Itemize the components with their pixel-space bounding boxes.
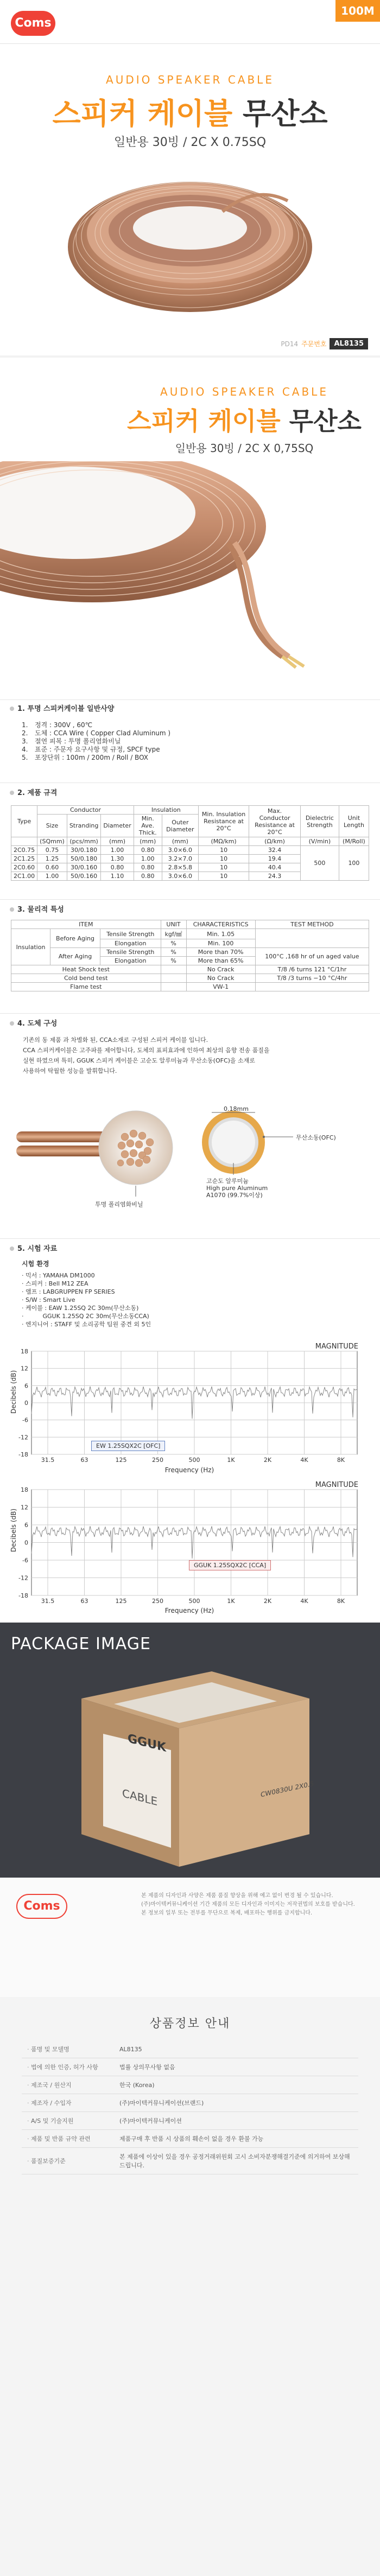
hero2-title-orange: 스피커 케이블 (127, 406, 281, 436)
structure-line: 기존의 동 제품 과 차별화 된, CCA소재로 구성된 스피커 케이블 입니다. (23, 1036, 208, 1044)
hero2-title-dark: 무산소 (289, 406, 362, 436)
hero2-spec: 일반용 30빙 / 2C X 0,75SQ (175, 442, 314, 455)
length-badge: 100M (335, 0, 380, 22)
package-section (0, 1623, 380, 1878)
table-row: · 제품 및 반품 규약 관련 제품구매 후 반품 시 상품의 훼손이 없을 경우 환불 가능 (22, 2130, 358, 2148)
table-row: Elongation % Min. 100 (11, 939, 369, 948)
table-row: 2C0.60 0.60 30/0.160 0.80 0.80 2.8×5.8 10 40.4 (11, 863, 369, 872)
table-row: 2C1.00 1.00 50/0.160 1.10 0.80 3.0×6.0 10 24.3 (11, 872, 369, 881)
section-rule (0, 1013, 380, 1014)
table-row: · 법에 의한 인증, 허가 사항 법률 상의무사항 없음 (22, 2058, 358, 2076)
cable-closeup-image (0, 461, 380, 689)
order-code (281, 338, 368, 349)
table-row: Flame test VW-1 (11, 983, 369, 991)
table-row: Elongation % More than 65% (11, 957, 369, 965)
list-item: · S/W : Smart Live (22, 1296, 151, 1304)
hero2-title (109, 402, 380, 437)
hero-subtitle: AUDIO SPEAKER CABLE (106, 73, 274, 86)
package-panel (0, 1623, 380, 1878)
x-tick-label: 500 (188, 1598, 200, 1605)
y-tick-label: -18 (18, 1592, 28, 1599)
y-tick-label: 18 (21, 1486, 28, 1493)
product-info-title: 상품정보 안내 (149, 2017, 231, 2031)
hero2-section (0, 358, 380, 695)
structure-heading: 4. 도체 구성 (10, 1017, 57, 1028)
section-rule (0, 899, 380, 900)
footer-notes: 본 제품의 디자인과 사양은 제품 품질 향상을 위해 예고 없이 변경 될 수 있습니다. (주)마이텍커뮤니케이션 기간 제품의 모든 디자인과 이미지는 저작권법의 보호를 받습니다. 본 정보의 일부 또는 전부를 무단으로 복제, 배포하는 행위를 금지합니다. (141, 1893, 355, 1916)
list-item: · 케이블 : EAW 1.25SQ 2C 30m(무산소동) (22, 1304, 151, 1312)
x-tick-label: 1K (227, 1598, 235, 1605)
order-code-value: AL8135 (330, 338, 368, 349)
graph-title: MAGNITUDE (315, 1481, 358, 1489)
list-item: · GGUK 1.25SQ 2C 30m(무산소동CCA) (22, 1312, 151, 1320)
table-row: · 제조자 / 수입자 (주)마이텍커뮤니케이션(브랜드) (22, 2094, 358, 2112)
x-tick-label: 2K (263, 1456, 272, 1464)
y-tick-label: 12 (21, 1365, 28, 1372)
graph-ylabel: Decibels (dB) (10, 1508, 17, 1553)
list-item: · 믹서 : YAMAHA DM1000 (22, 1271, 151, 1280)
test-environment (22, 1260, 151, 1328)
y-tick-label: -12 (18, 1574, 28, 1582)
y-tick-label: -6 (22, 1416, 28, 1424)
list-item: 2. 도체 : CCA Wire ( Copper Clad Aluminum ) (22, 729, 171, 737)
characteristics-table: ITEM UNIT CHARACTERISTICS TEST METHOD Insulation Before Aging Tensile Strength kgf/㎟ Min. 1.05 Elongation % Min. 100 After Aging Tensile Strength % More than 70% 100°C ,168 hr of un aged value Elongation % More than 65% Heat Shock test No Crack T/8 /6 turns 121 °C/1hr Cold bend test No Crack T/8 /3 turns −10 °C/4hr Flame test VW-1 (11, 920, 369, 991)
footer-logo[interactable]: Coms (16, 1894, 67, 1919)
x-tick-label: 1K (227, 1456, 235, 1464)
product-info-section (0, 1997, 380, 2576)
hero2-subtitle: AUDIO SPEAKER CABLE (160, 385, 328, 398)
x-tick-label: 8K (337, 1456, 345, 1464)
aluminum-label: 고순도 알루미늄 High pure Aluminum A1070 (99.7%이상) (206, 1178, 268, 1199)
hero-title-dark: 무산소 (243, 97, 328, 131)
characteristics-section (0, 904, 380, 1009)
box-spec: CW0830U 2X0.5 (261, 1779, 314, 1799)
x-tick-label: 500 (188, 1456, 200, 1464)
conductor-diagram (11, 1093, 369, 1218)
y-tick-label: 0 (24, 1400, 28, 1407)
list-item: · 스피커 : Bell M12 ZEA (22, 1280, 151, 1288)
header-divider (0, 43, 380, 44)
x-tick-label: 63 (80, 1456, 88, 1464)
graph-legend: EW 1.25SQX2C [OFC] (91, 1441, 165, 1451)
section-rule (0, 699, 380, 700)
section-rule (0, 1238, 380, 1239)
features-section (0, 703, 380, 784)
test-heading: 5. 시험 자료 (10, 1243, 57, 1253)
order-code-prefix: PD14 (281, 340, 299, 348)
package-title: PACKAGE IMAGE (11, 1634, 151, 1653)
table-row: · 품질보증기준 본 제품에 이상이 있을 경우 공정거래위원회 고시 소비자분쟁해결기준에 의거하여 보상해 드립니다. (22, 2148, 358, 2174)
list-item: 4. 표준 : 주문자 요구사항 및 규정, SPCF type (22, 746, 160, 753)
y-tick-label: -18 (18, 1451, 28, 1458)
graph-title: MAGNITUDE (315, 1343, 358, 1351)
test-section (0, 1243, 380, 1343)
box-brand: GGUK (128, 1732, 167, 1755)
hero-title (0, 91, 380, 132)
table-row: · 제조국 / 원산지 한국 (Korea) (22, 2076, 358, 2094)
graph-ylabel: Decibels (dB) (10, 1370, 17, 1414)
x-tick-label: 4K (300, 1598, 308, 1605)
list-item: · 엔지니어 : STAFF 및 소리공학 팀원 중견 외 5인 (22, 1320, 151, 1328)
y-tick-label: 18 (21, 1348, 28, 1355)
product-info-table (22, 2040, 358, 2174)
box-label: CABLE (122, 1786, 158, 1809)
footer-notice (0, 1878, 380, 1997)
coms-logo[interactable]: Coms (11, 11, 55, 36)
table-row: Heat Shock test No Crack T/8 /6 turns 121 °C/1hr (11, 965, 369, 974)
x-tick-label: 31.5 (41, 1456, 55, 1464)
structure-line: 실현 하였으며 특히, GGUK 스피커 케이블은 고순도 알루미늄과 무산소동(OFC)을 소재로 (23, 1057, 255, 1064)
table-row: · A/S 및 기술지원 (주)마이텍커뮤니케이션 (22, 2112, 358, 2130)
graph-legend: GGUK 1.25SQX2C [CCA] (189, 1560, 271, 1570)
graph-xlabel: Frequency (Hz) (164, 1466, 214, 1474)
spec-section (0, 787, 380, 895)
graph-cca (10, 1479, 369, 1617)
features-heading: 1. 투명 스피커케이블 일반사양 (10, 703, 114, 713)
y-tick-label: 0 (24, 1539, 28, 1547)
section-divider (0, 355, 380, 358)
package-box-image (49, 1661, 331, 1872)
y-tick-label: -12 (18, 1434, 28, 1441)
structure-line: CCA 스피커케이블은 고주파를 제어합니다, 도체의 표피효과에 인하여 최상의 음향 전송 품질을 (23, 1047, 270, 1054)
table-row: After Aging Tensile Strength % More than 70% 100°C ,168 hr of un aged value (11, 948, 369, 957)
hero-title-orange: 스피커 케이블 (52, 97, 233, 131)
y-tick-label: 6 (24, 1522, 28, 1529)
y-tick-label: -6 (22, 1557, 28, 1564)
test-env-title: 시험 환경 (22, 1260, 49, 1268)
x-tick-label: 63 (80, 1598, 88, 1605)
x-tick-label: 250 (152, 1598, 163, 1605)
y-tick-label: 12 (21, 1504, 28, 1511)
table-row: Insulation Before Aging Tensile Strength kgf/㎟ Min. 1.05 (11, 929, 369, 939)
structure-line: 사용하여 탁월한 성능을 발휘합니다. (23, 1067, 117, 1074)
features-list (22, 721, 170, 762)
list-item: · 앰프 : LABGRUPPEN FP SERIES (22, 1288, 151, 1296)
y-tick-label: 6 (24, 1382, 28, 1390)
x-tick-label: 2K (263, 1598, 272, 1605)
structure-section (0, 1017, 380, 1235)
spec-heading: 2. 제품 규격 (10, 787, 57, 797)
characteristics-heading: 3. 물리적 특성 (10, 904, 64, 914)
x-tick-label: 250 (152, 1456, 163, 1464)
table-row: 2C0.75 0.75 30/0.180 1.00 0.80 3.0×6.0 10 32.4 500 100 (11, 846, 369, 855)
spec-table: Type Conductor Insulation Min. Insulation Resistance at 20°C Max. Conductor Resistance at 20°C Dielectric Strength Unit Length Size Stranding Diameter Min. Ave. Thick. Outer Diameter (SQmm) (pcs/mm) (mm) (mm) (mm) (MΩ/km) (Ω/km) (V/min) (M/Roll) 2C0.75 0.75 30/0.180 1.00 0.80 3.0×6.0 10 32.4 500 100 2C1.25 1.25 50/0.180 1.30 1.00 3.2×7.0 10 19.4 2C0.60 0.60 30/0.160 0.80 0.80 2.8×5.8 10 40.4 2C1.00 1.00 50/0.160 1.10 0.80 3.0×6.0 10 24.3 (11, 805, 369, 881)
x-tick-label: 125 (115, 1598, 127, 1605)
table-row: · 품명 및 모델명 AL8135 (22, 2040, 358, 2058)
ofc-label: 무산소동(OFC) (296, 1134, 336, 1141)
list-item: 3. 절연 피복 : 투명 폴리염화비닐 (22, 737, 121, 745)
table-row: Cold bend test No Crack T/8 /3 turns −10 °C/4hr (11, 974, 369, 983)
frequency-response-chart (10, 1340, 369, 1476)
list-item: 1. 정격 : 300V , 60℃ (22, 721, 93, 729)
x-tick-label: 8K (337, 1598, 345, 1605)
structure-description (23, 1035, 359, 1076)
order-code-label: 주문번호 (301, 340, 327, 348)
hero-section (0, 52, 380, 355)
list-item: 5. 포장단위 : 100m / 200m / Roll / BOX (22, 754, 148, 761)
x-tick-label: 4K (300, 1456, 308, 1464)
table-row: 2C1.25 1.25 50/0.180 1.30 1.00 3.2×7.0 10 19.4 (11, 855, 369, 863)
x-tick-label: 125 (115, 1456, 127, 1464)
cable-spool-image (60, 152, 320, 320)
hero-spec: 일반용 30빙 / 2C X 0.75SQ (113, 136, 267, 149)
graph-xlabel: Frequency (Hz) (164, 1607, 214, 1614)
header (0, 0, 380, 52)
pvc-label: 투명 폴리염화비닐 (95, 1201, 143, 1208)
frequency-response-chart (10, 1479, 369, 1617)
x-tick-label: 31.5 (41, 1598, 55, 1605)
diameter-label: 0.18mm (224, 1105, 249, 1112)
graph-ofc (10, 1340, 369, 1476)
